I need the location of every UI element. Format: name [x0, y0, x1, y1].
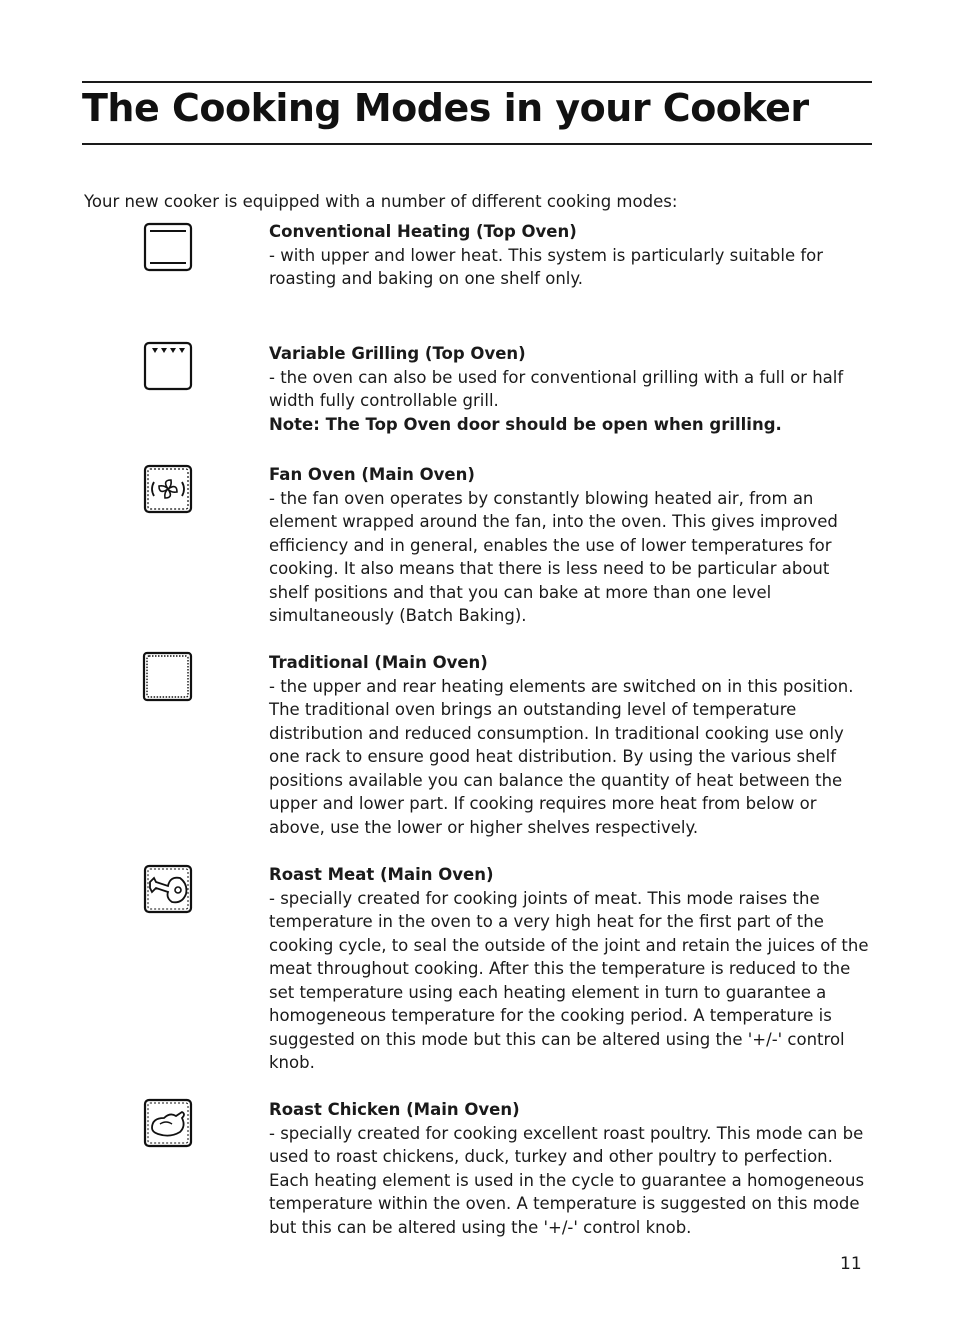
- mode-heading: Fan Oven (Main Oven): [269, 465, 475, 484]
- mode-description: - the oven can also be used for conventional grilling with a full or half width fully controllable grill.: [269, 367, 844, 410]
- roast-chicken-icon: [142, 1098, 194, 1150]
- mode-heading: Roast Chicken (Main Oven): [269, 1100, 520, 1119]
- mode-fan-oven: [269, 463, 873, 628]
- mode-roast-chicken: [269, 1098, 873, 1239]
- mode-heading: Traditional (Main Oven): [269, 653, 488, 672]
- page-title: The Cooking Modes in your Cooker: [82, 86, 809, 130]
- mode-note: Note: The Top Oven door should be open when grilling.: [269, 414, 782, 434]
- title-underline: [82, 143, 872, 145]
- mode-traditional: [269, 651, 873, 839]
- intro-text: Your new cooker is equipped with a number of different cooking modes:: [84, 192, 678, 211]
- page-number: 11: [840, 1254, 862, 1274]
- top-rule: [82, 81, 872, 83]
- mode-description: - the upper and rear heating elements are switched on in this position. The traditional oven brings an outstanding level of temperature distribution and reduced consumption. In traditional cooking use only one rack to ensure good heat distribution. By using the various shelf positions available you can balance the quantity of heat between the upper and lower part. If cooking requires more heat from below or above, use the lower or higher shelves respectively.: [269, 676, 854, 837]
- variable-grill-icon: [142, 341, 194, 393]
- mode-description: - the fan oven operates by constantly blowing heated air, from an element wrapped around the fan, into the oven. This gives improved efficiency and in general, enables the use of lower temperatures for cooking. It also means that there is less need to be particular about shelf positions and that you can bake at more than one level simultaneously (Batch Baking).: [269, 488, 838, 625]
- mode-heading: Conventional Heating (Top Oven): [269, 222, 577, 241]
- mode-description: - with upper and lower heat. This system is particularly suitable for roasting and baking on one shelf only.: [269, 245, 824, 288]
- mode-variable-grilling: [269, 342, 873, 436]
- mode-description: - specially created for cooking joints of meat. This mode raises the temperature in the oven to a very high heat for the first part of the cooking cycle, to seal the outside of the joint and retain the juices of the meat throughout cooking. After this the temperature is reduced to the set temperature using each heating element in turn to guarantee a homogeneous temperature for the cooking period. A temperature is suggested on this mode but this can be altered using the '+/-' control knob.: [269, 888, 869, 1072]
- mode-heading: Roast Meat (Main Oven): [269, 865, 494, 884]
- mode-heading: Variable Grilling (Top Oven): [269, 344, 526, 363]
- mode-description: - specially created for cooking excellent roast poultry. This mode can be used to roast chickens, duck, turkey and other poultry to perfection. Each heating element is used in the cycle to guarantee a homogeneous temperature within the oven. A temperature is suggested on this mode but this can be altered using the '+/-' control knob.: [269, 1123, 865, 1237]
- traditional-oven-icon: [142, 651, 194, 703]
- mode-roast-meat: [269, 863, 873, 1075]
- mode-conventional-heating: [269, 220, 873, 291]
- roast-meat-icon: [142, 864, 194, 916]
- fan-oven-icon: [142, 464, 194, 516]
- conventional-heating-icon: [142, 222, 194, 274]
